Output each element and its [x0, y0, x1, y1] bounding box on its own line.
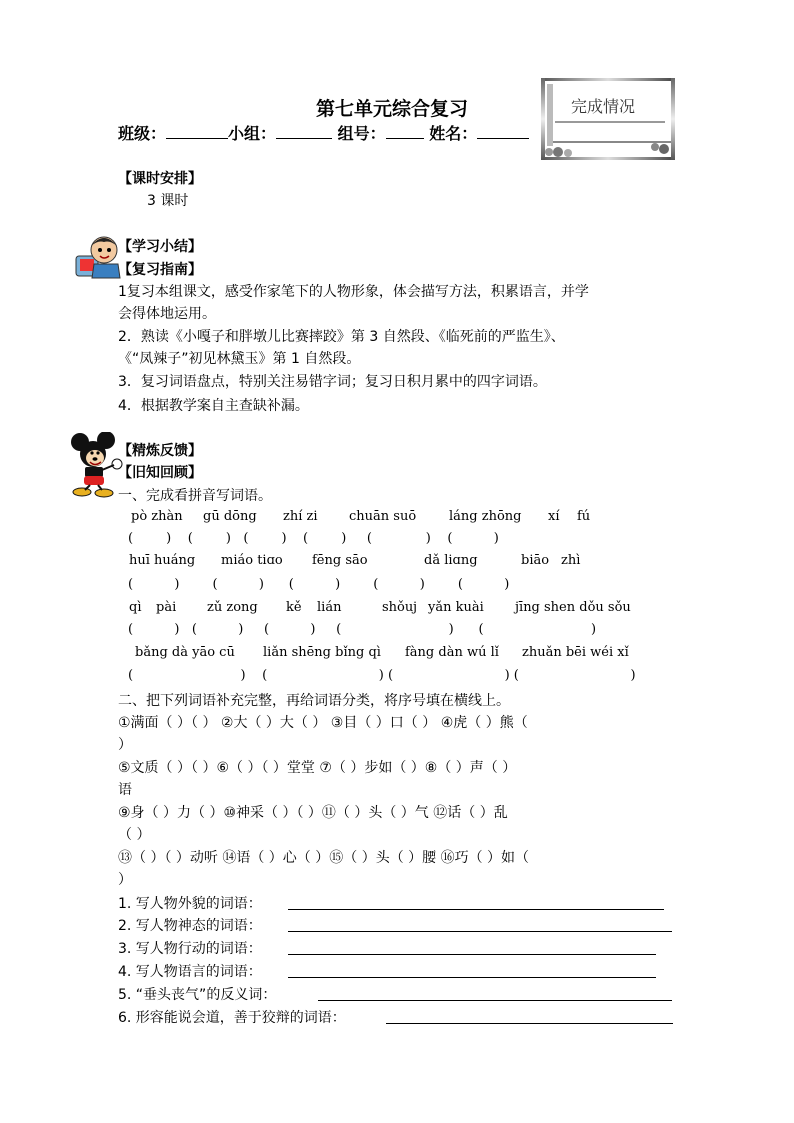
summary-heading: 【学习小结】 — [118, 239, 202, 255]
eloquent-line[interactable] — [386, 1023, 673, 1024]
pinyin-2: gū dōng — [203, 509, 257, 524]
guide-item-1a: 1复习本组课文，感受作家笔下的人物形象，体会描写方法，积累语言，并学 — [118, 284, 589, 300]
pinyin-11: dǎ liɑng — [424, 553, 478, 568]
pinyin-21: yǎn kuài — [428, 600, 484, 615]
eloquent-label: 6. 形容能说会道，善于狡辩的词语： — [118, 1010, 346, 1026]
category-speech-line[interactable] — [288, 977, 656, 978]
fill-row-2-wrap: 语 — [118, 782, 132, 798]
pinyin-3: zhí zi — [283, 509, 318, 524]
fill-row-1[interactable]: ①满面（ ）（ ） ②大（ ）大（ ） ③目（ ）口（ ） ④虎（ ）熊（ — [118, 715, 528, 731]
pinyin-6: xí — [548, 509, 560, 524]
student-cartoon-icon — [74, 234, 124, 280]
guide-item-4: 4．根据教学案自主查缺补漏。 — [118, 398, 309, 414]
completion-status-box — [541, 78, 675, 160]
pinyin-1: pò zhàn — [131, 509, 183, 524]
pinyin-12: biāo — [521, 553, 550, 568]
group-blank[interactable] — [276, 124, 332, 139]
category-action-label: 3. 写人物行动的词语： — [118, 941, 262, 957]
pinyin-16: zǔ zong — [207, 600, 258, 615]
class-label: 班级： — [118, 124, 167, 143]
pinyin-7: fú — [577, 509, 591, 524]
group-label: 小组： — [228, 124, 277, 143]
status-frame-icon — [541, 78, 675, 160]
name-label: 姓名： — [429, 124, 478, 143]
pinyin-19: shǒu — [382, 600, 414, 615]
feedback-heading: 【精炼反馈】 — [118, 443, 202, 459]
guide-item-2a: 2．熟读《小嘎子和胖墩儿比赛摔跤》第 3 自然段、《临死前的严监生》、 — [118, 329, 565, 345]
category-speech-label: 4. 写人物语言的词语： — [118, 964, 262, 980]
page-title: 第七单元综合复习 — [316, 98, 469, 120]
student-info-line — [118, 121, 529, 144]
schedule-heading: 【课时安排】 — [118, 171, 202, 187]
pinyin-9: miáo tiɑo — [221, 553, 283, 568]
pinyin-10: fēng sāo — [312, 553, 368, 568]
pinyin-18: lián — [317, 600, 342, 615]
pinyin-20: j — [413, 600, 418, 615]
number-blank[interactable] — [386, 124, 424, 139]
category-action-line[interactable] — [288, 954, 656, 955]
guide-item-3: 3．复习词语盘点，特别关注易错字词；复习日积月累中的四字词语。 — [118, 374, 547, 390]
category-expression-line[interactable] — [288, 931, 672, 932]
category-expression-label: 2. 写人物神态的词语： — [118, 918, 262, 934]
pinyin-24: liǎn shēng bǐng qì — [263, 645, 381, 660]
pinyin-26: zhuǎn bēi wéi xǐ — [522, 645, 629, 660]
q1-title: 一、完成看拼音写词语。 — [118, 488, 272, 504]
fill-row-2[interactable]: ⑤文质（ ）（ ）⑥（ ）（ ）堂堂 ⑦（ ）步如（ ）⑧（ ）声（ ） — [118, 760, 517, 776]
pinyin-15: pài — [156, 600, 177, 615]
pinyin-13: zhì — [561, 553, 581, 568]
antonym-label: 5. “垂头丧气”的反义词： — [118, 987, 277, 1003]
answer-brackets-row-3[interactable]: ( ) ( ) ( ) ( ) ( ) — [128, 622, 597, 637]
answer-brackets-row-4[interactable]: ( ) ( ) ( ) ( ) — [128, 668, 636, 683]
pinyin-25: fàng dàn wú lǐ — [405, 645, 499, 660]
pinyin-4: chuān suō — [349, 509, 417, 524]
q2-title: 二、把下列词语补充完整，再给词语分类，将序号填在横线上。 — [118, 693, 510, 709]
name-blank[interactable] — [477, 124, 529, 139]
antonym-line[interactable] — [318, 1000, 672, 1001]
pinyin-17: kě — [286, 600, 302, 615]
pinyin-5: láng zhōng — [449, 509, 522, 524]
review-heading: 【旧知回顾】 — [118, 465, 202, 481]
fill-row-1-wrap: ） — [118, 737, 132, 753]
guide-item-1b: 会得体地运用。 — [118, 306, 216, 322]
number-label: 组号： — [337, 124, 386, 143]
category-appearance-line[interactable] — [288, 909, 664, 910]
schedule-value: 3 课时 — [147, 193, 189, 209]
pinyin-14: qì — [129, 600, 142, 615]
pinyin-22: jīng shen dǒu sǒu — [515, 600, 631, 615]
fill-row-4[interactable]: ⑬（ ）（ ）动听 ⑭语（ ）心（ ）⑮（ ）头（ ）腰 ⑯巧（ ）如（ — [118, 850, 530, 866]
pinyin-8: huī huáng — [129, 553, 196, 568]
class-blank[interactable] — [166, 124, 228, 139]
answer-brackets-row-2[interactable]: ( ) ( ) ( ) ( ) ( ) — [128, 577, 510, 592]
fill-row-3[interactable]: ⑨身（ ）力（ ）⑩神采（ ）（ ）⑪（ ）头（ ）气 ⑫话（ ）乱 — [118, 805, 508, 821]
fill-row-4-wrap: ） — [118, 872, 132, 888]
category-appearance-label: 1. 写人物外貌的词语： — [118, 896, 262, 912]
answer-brackets-row-1[interactable]: ( ) ( ) ( ) ( ) ( ) ( ) — [128, 531, 499, 546]
guide-item-2b: 《“凤辣子”初见林黛玉》第 1 自然段。 — [118, 351, 361, 367]
fill-row-3-wrap[interactable]: （ ） — [118, 827, 151, 843]
mickey-mouse-icon — [70, 432, 124, 498]
status-box-label: 完成情况 — [571, 97, 636, 116]
pinyin-23: bǎng dà yāo cū — [135, 645, 235, 660]
guide-heading: 【复习指南】 — [118, 262, 202, 278]
